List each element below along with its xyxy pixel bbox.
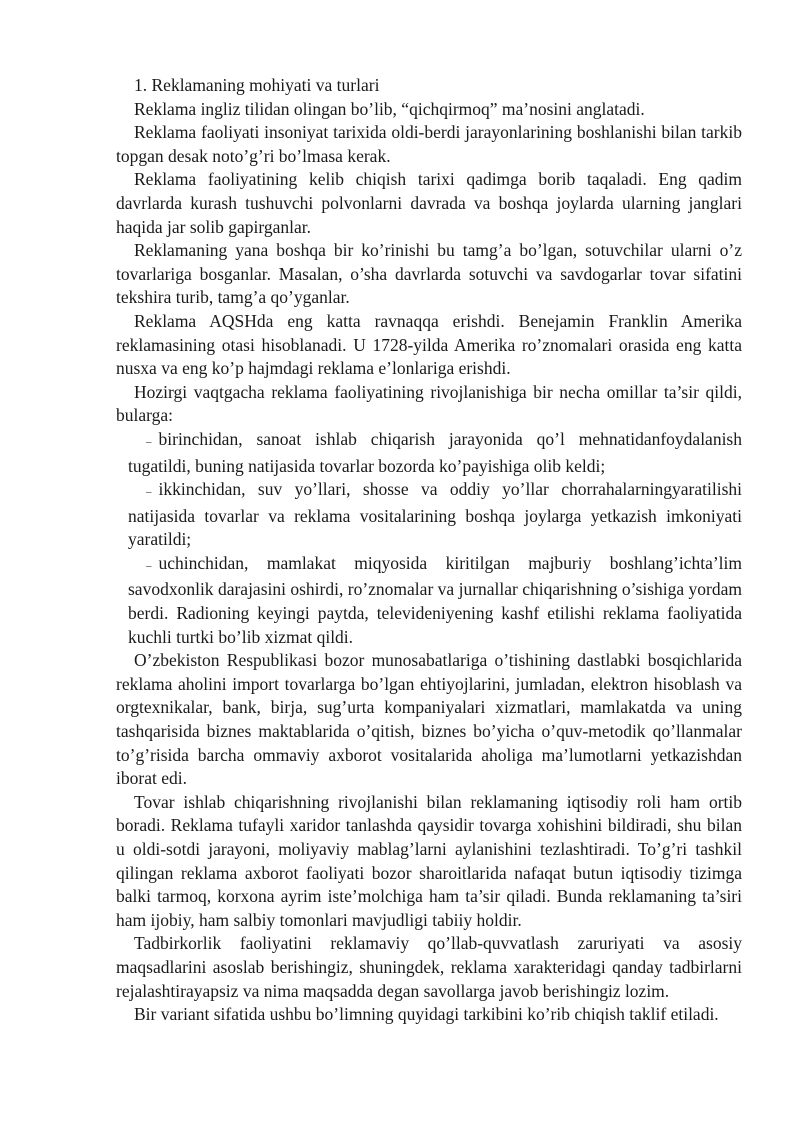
paragraph: Reklamaning yana boshqa bir ko’rinishi bu tamg’a bo’lgan, sotuvchilar ularni o’z tovarlariga bosganlar. Masalan, o’sha davrlarda sotuvchi va savdogarlar tovar sifatini tekshira turib, tamg’a qo’yganlar. bbox=[116, 240, 742, 308]
paragraph: Bir variant sifatida ushbu bo’limning quyidagi tarkibini ko’rib chiqish taklif etiladi. bbox=[134, 1004, 719, 1025]
section-heading: 1. Reklamaning mohiyati va turlari bbox=[134, 75, 380, 95]
paragraph: Reklama AQSHda eng katta ravnaqqa erishdi. Benejamin Franklin Amerika reklamasining otasi hisoblanadi. U 1728-yilda Amerika ro’znomalari orasida eng katta nusxa va eng ko’p hajmdagi reklama e’lonlariga erishdi. bbox=[116, 310, 742, 379]
bullet-item bbox=[128, 428, 742, 478]
bullet-item bbox=[128, 552, 742, 649]
dash-marker: – bbox=[146, 559, 152, 572]
paragraph: Hozirgi vaqtgacha reklama faoliyatining rivojlanishiga bir necha omillar ta’sir qildi, bularga: bbox=[116, 381, 742, 426]
paragraph: Tadbirkorlik faoliyatini reklamaviy qo’llab-quvvatlash zaruriyati va asosiy maqsadlarini asoslab berishingiz, shuningdek, reklama xarakteridagi qanday tadbirlarni rejalashtirayapsiz va nima maqsadda degan savollarga javob berishingiz lozim. bbox=[116, 933, 742, 1001]
dash-marker: – bbox=[146, 435, 152, 448]
bullet-text: birinchidan, sanoat ishlab chiqarish jarayonida qo’l mehnatidanfoydalanish tugatildi, buning natijasida tovarlar bozorda ko’payishiga olib keldi; bbox=[128, 428, 742, 476]
paragraph: Tovar ishlab chiqarishning rivojlanishi bilan reklamaning iqtisodiy roli ham ortib boradi. Reklama tufayli xaridor tanlashda qaysidir tovarga xohishini bildiradi, shu bilan u oldi-sotdi jarayoni, moliyaviy mablag’larni aylanishini tezlashtiradi. To’g’ri tashkil qilingan reklama axborot faoliyati bozor sharoitlarida nafaqat butun iqtisodiy tizimga balki tarmoq, korxona ayrim iste’molchiga ham ta’sir qiladi. Bunda reklamaning ta’siri ham ijobiy, ham salbiy tomonlari mavjudligi tabiiy holdir. bbox=[116, 791, 742, 930]
paragraph: O’zbekiston Respublikasi bozor munosabatlariga o’tishining dastlabki bosqichlarida reklama aholini import tovarlarga bo’lgan ehtiyojlarini, jumladan, elektron hisoblash va orgtexnikalar, bank, birja, sug’urta kompaniyalari xizmatlari, mamlakatda va uning tashqarisida biznes maktablarida o’qitish, biznes bo’yicha o’quv-metodik qo’llanmalar to’g’risida barcha ommaviy axborot vositalarida aholiga ma’lumotlarni yetkazishdan iborat edi. bbox=[116, 650, 742, 789]
paragraph: Reklama faoliyati insoniyat tarixida oldi-berdi jarayonlarining boshlanishi bilan tarkib topgan desak noto’g’ri bo’lmasa kerak. bbox=[116, 122, 742, 166]
bullet-text: uchinchidan, mamlakat miqyosida kiritilgan majburiy boshlang’ichta’lim savodxonlik darajasini oshirdi, ro’znomalar va jurnallar chiqarishning o’sishiga yordam berdi. Radioning keyingi paytda, televideniyening kashf etilishi reklama faoliyatida kuchli turtki bo’lib xizmat qildi. bbox=[128, 552, 742, 647]
bullet-text: ikkinchidan, suv yo’llari, shosse va oddiy yo’llar chorrahalarningyaratilishi natijasida tovarlar va reklama vositalarining boshqa joylarga yetkazish imkoniyati yaratildi; bbox=[128, 479, 742, 550]
paragraph: Reklama ingliz tilidan olingan bo’lib, “qichqirmoq” ma’nosini anglatadi. bbox=[134, 98, 645, 119]
paragraph: Reklama faoliyatining kelib chiqish tarixi qadimga borib taqaladi. Eng qadim davrlarda kurash tushuvchi polvonlarni davrada va boshqa joylarda ularning janglari haqida jar solib gapirganlar. bbox=[116, 169, 742, 237]
bullet-item bbox=[128, 478, 742, 552]
dash-marker: – bbox=[146, 486, 152, 499]
document-page bbox=[116, 74, 742, 1027]
